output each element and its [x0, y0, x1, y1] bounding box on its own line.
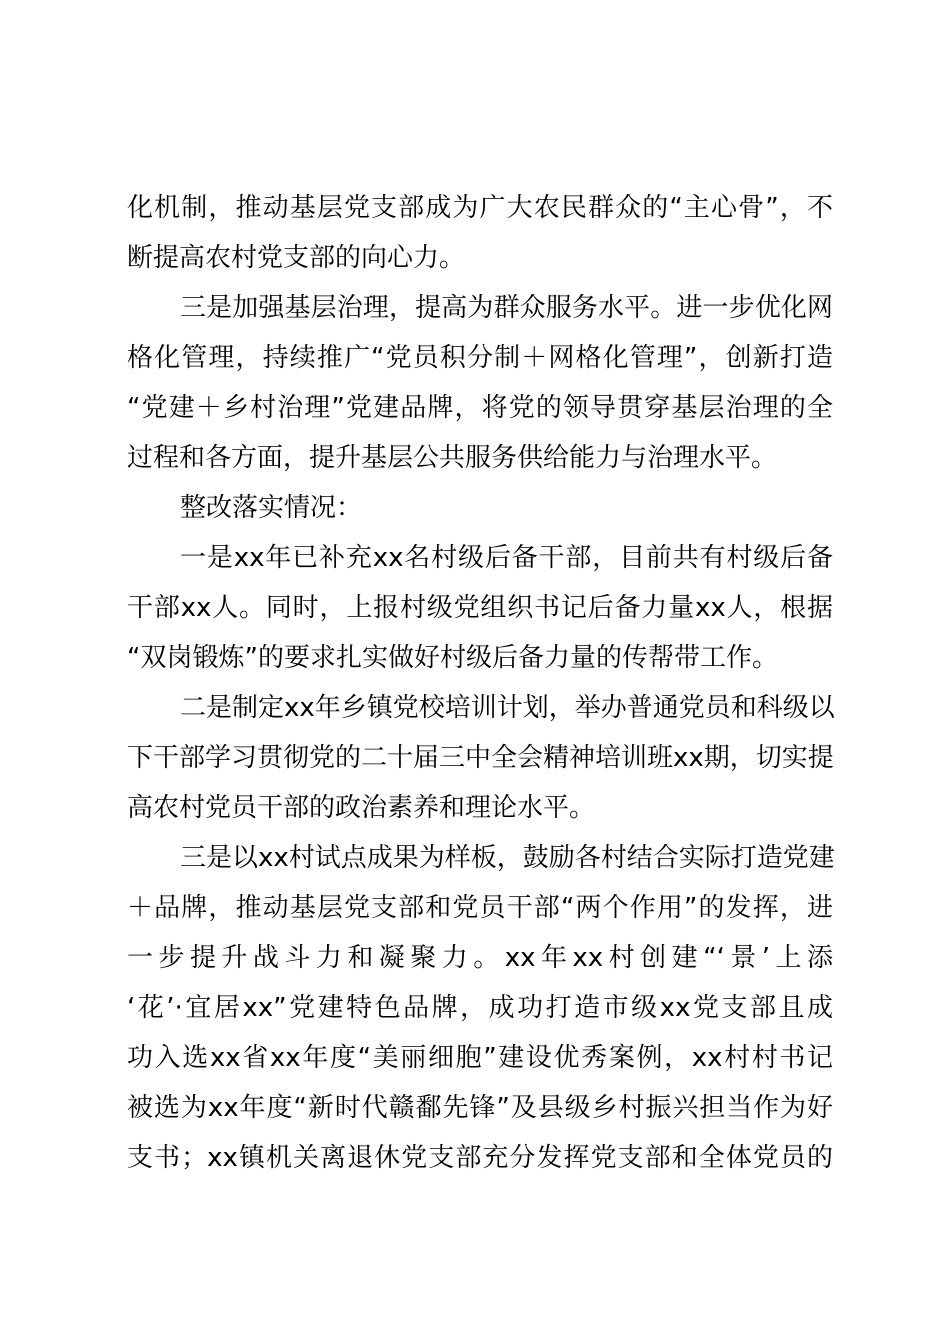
section-heading: 整改落实情况：: [180, 493, 363, 523]
text-line: 高农村党员干部的政治素养和理论水平。: [127, 793, 596, 823]
text-line: 功入选xx省xx年度“美丽细胞”建设优秀案例，xx村村书记: [127, 1043, 833, 1073]
text-line: 下干部学习贯彻党的二十届三中全会精神培训班xx期，切实提: [127, 743, 834, 773]
text-line: 化机制，推动基层党支部成为广大农民群众的“主心骨”，不: [127, 193, 833, 223]
text-line: 支书；xx镇机关离退休党支部充分发挥党支部和全体党员的: [127, 1143, 833, 1173]
paragraph-start-line: 一是xx年已补充xx名村级后备干部，目前共有村级后备: [180, 543, 833, 573]
text-line: ‘花’·宜居xx”党建特色品牌，成功打造市级xx党支部且成: [127, 993, 833, 1023]
paragraph-start-line: 三是加强基层治理，提高为群众服务水平。进一步优化网: [180, 293, 833, 323]
paragraph-start-line: 二是制定xx年乡镇党校培训计划，举办普通党员和科级以: [180, 693, 835, 723]
text-line: 格化管理，持续推广“党员积分制＋网格化管理”，创新打造: [127, 343, 833, 373]
text-line: “双岗锻炼”的要求扎实做好村级后备力量的传帮带工作。: [127, 643, 778, 673]
text-line: 过程和各方面，提升基层公共服务供给能力与治理水平。: [127, 443, 778, 473]
text-line: 干部xx人。同时，上报村级党组织书记后备力量xx人，根据: [127, 593, 833, 623]
text-line: 一步提升战斗力和凝聚力。xx年xx村创建“‘景’上添: [127, 943, 833, 973]
text-line: 被选为xx年度“新时代赣鄱先锋”及县级乡村振兴担当作为好: [127, 1093, 833, 1123]
text-line: 断提高农村党支部的向心力。: [127, 243, 466, 273]
paragraph-start-line: 三是以xx村试点成果为样板，鼓励各村结合实际打造党建: [180, 843, 835, 873]
text-line: “党建＋乡村治理”党建品牌，将党的领导贯穿基层治理的全: [127, 393, 833, 423]
text-line: ＋品牌，推动基层党支部和党员干部“两个作用”的发挥，进: [127, 893, 833, 923]
